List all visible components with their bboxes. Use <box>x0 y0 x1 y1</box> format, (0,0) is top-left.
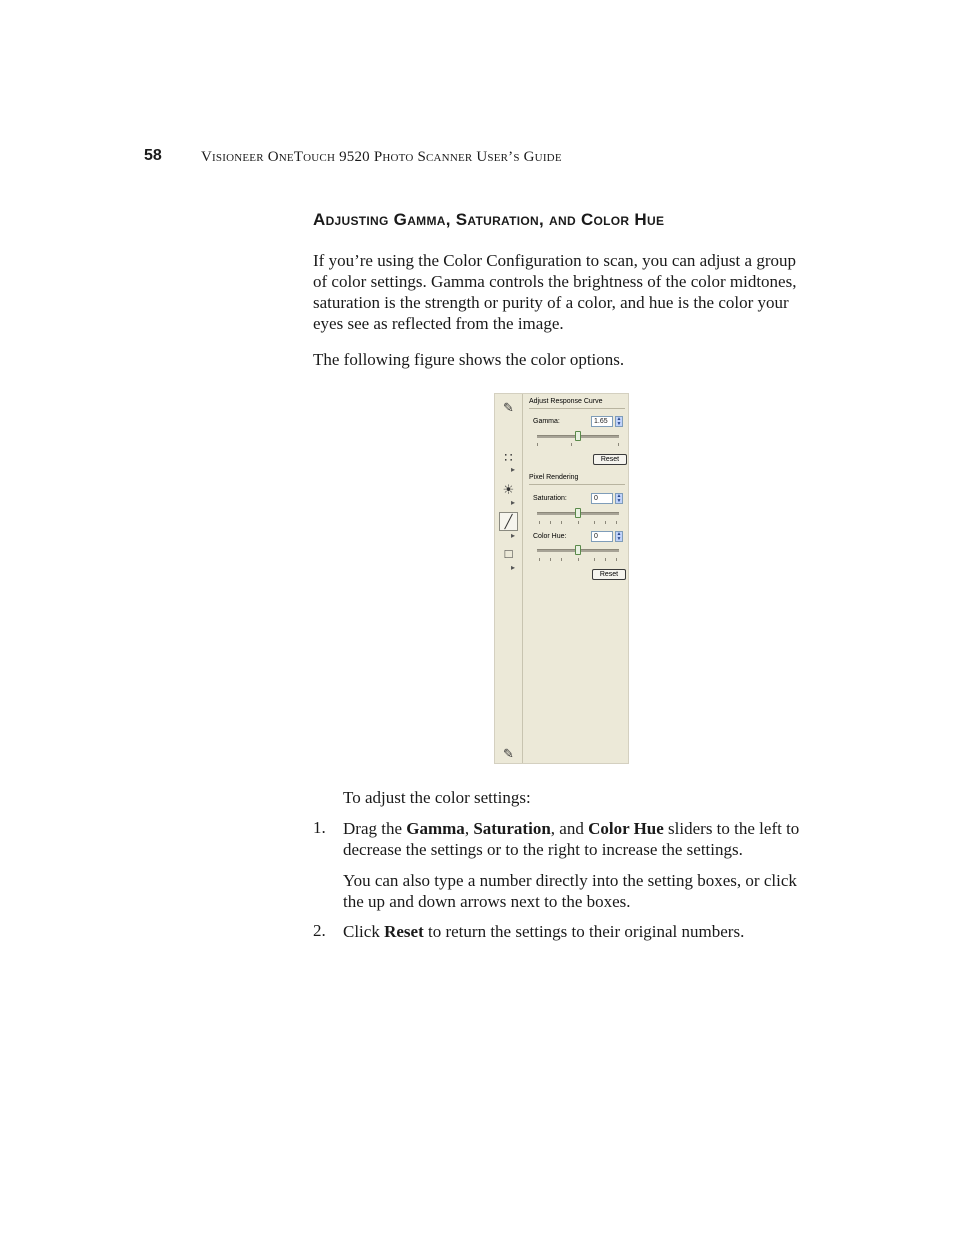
saturation-label: Saturation: <box>533 495 567 502</box>
gamma-term: Gamma <box>406 819 465 838</box>
group-divider <box>529 484 625 485</box>
expand-arrow-icon: ▸ <box>511 563 516 572</box>
page-size-icon[interactable]: □ <box>504 546 513 561</box>
reset-pixel-button[interactable]: Reset <box>592 569 626 580</box>
color-hue-input[interactable]: 0 <box>591 531 613 542</box>
expand-arrow-icon: ▸ <box>511 465 516 474</box>
slider-tick <box>561 521 562 524</box>
slider-tick <box>594 521 595 524</box>
scan-settings-icon[interactable]: ✎ <box>503 399 514 415</box>
gamma-label: Gamma: <box>533 418 560 425</box>
reset-gamma-button[interactable]: Reset <box>593 454 627 465</box>
page-number: 58 <box>144 147 162 164</box>
slider-tick <box>537 443 538 446</box>
pixel-rendering-label: Pixel Rendering <box>529 474 579 481</box>
tool-strip <box>495 394 523 763</box>
gamma-spinner-icon[interactable]: ▲ ▼ <box>616 416 622 427</box>
step-number: 1. <box>313 818 326 837</box>
adjust-response-curve-label: Adjust Response Curve <box>529 398 603 405</box>
body-paragraph-intro: If you’re using the Color Configuration to scan, you can adjust a group of color settings. Gamma controls the brightness of the color midtones, saturation is the strength or purity of a color, and hue is the color your eyes see as reflected from the image. <box>313 251 797 333</box>
expand-arrow-icon: ▸ <box>511 498 516 507</box>
expand-arrow-icon: ▸ <box>511 531 516 540</box>
gamma-input[interactable]: 1.65 <box>591 416 613 427</box>
slider-tick <box>605 521 606 524</box>
steps-intro: To adjust the color settings: <box>343 788 531 807</box>
section-title: Adjusting Gamma, Saturation, and Color Hue <box>313 210 665 229</box>
gamma-slider-thumb[interactable] <box>575 431 581 441</box>
slider-tick <box>539 558 540 561</box>
slider-tick <box>616 558 617 561</box>
color-curve-icon[interactable]: ╱ <box>499 512 518 531</box>
step-2-text: Click Reset to return the settings to their original numbers. <box>343 922 745 941</box>
reset-term: Reset <box>384 922 424 941</box>
halftone-icon[interactable]: ∷ <box>504 449 513 465</box>
running-head: Visioneer OneTouch 9520 Photo Scanner User’s Guide <box>201 149 562 165</box>
slider-tick <box>578 521 579 524</box>
saturation-term: Saturation <box>473 819 551 838</box>
group-divider <box>529 408 625 409</box>
slider-tick <box>550 558 551 561</box>
color-hue-term: Color Hue <box>588 819 664 838</box>
slider-tick <box>616 521 617 524</box>
slider-tick <box>550 521 551 524</box>
slider-tick <box>561 558 562 561</box>
slider-tick <box>578 558 579 561</box>
color-hue-label: Color Hue: <box>533 533 567 540</box>
step-1-text: Drag the Gamma, Saturation, and Color Hue sliders to the left to decrease the settings or to the right to increase the settings. <box>343 819 800 859</box>
slider-tick <box>618 443 619 446</box>
color-hue-slider-thumb[interactable] <box>575 545 581 555</box>
color-hue-spinner-icon[interactable]: ▲ ▼ <box>616 531 622 542</box>
step-1-note: You can also type a number directly into the setting boxes, or click the up and down arrows next to the boxes. <box>343 871 797 911</box>
saturation-slider-thumb[interactable] <box>575 508 581 518</box>
brightness-icon[interactable]: ☀ <box>502 481 515 497</box>
color-options-panel <box>494 393 629 764</box>
help-icon[interactable]: ✎ <box>503 745 514 761</box>
saturation-spinner-icon[interactable]: ▲ ▼ <box>616 493 622 504</box>
slider-tick <box>605 558 606 561</box>
body-paragraph-figure-ref: The following figure shows the color options. <box>313 350 625 369</box>
saturation-input[interactable]: 0 <box>591 493 613 504</box>
slider-tick <box>539 521 540 524</box>
slider-tick <box>571 443 572 446</box>
step-number: 2. <box>313 921 326 940</box>
slider-tick <box>594 558 595 561</box>
